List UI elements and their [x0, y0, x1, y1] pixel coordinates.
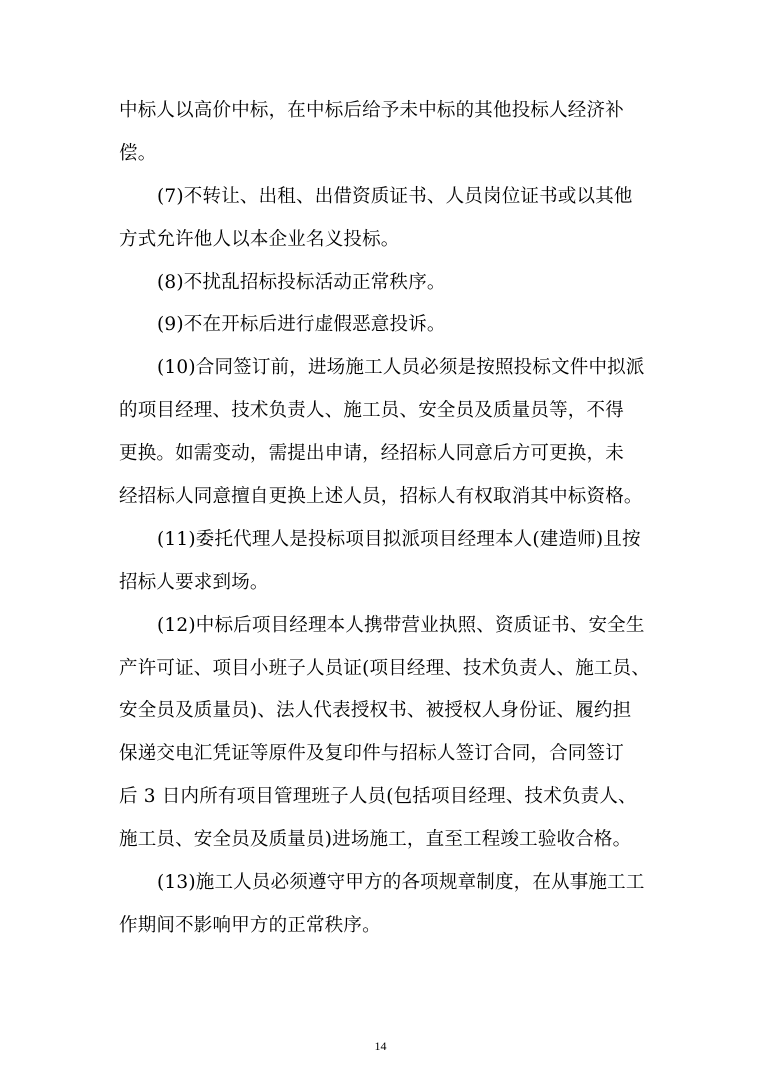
text-line-15: 安全员及质量员)、法人代表授权书、被授权人身份证、履约担: [119, 700, 632, 722]
text-line-4: 方式允许他人以本企业名义投标。: [119, 228, 400, 250]
text-line-18: 施工员、安全员及质量员)进场施工，直至工程竣工验收合格。: [119, 829, 632, 851]
text-line-10: 经招标人同意擅自更换上述人员，招标人有权取消其中标资格。: [119, 486, 643, 508]
body-text: [119, 90, 649, 948]
text-line-17: 后 3 日内所有项目管理班子人员(包括项目经理、技术负责人、: [119, 786, 637, 808]
text-line-2: 偿。: [119, 142, 157, 164]
text-line-13: (12)中标后项目经理本人携带营业执照、资质证书、安全生: [157, 614, 645, 636]
text-line-3: (7)不转让、出租、出借资质证书、人员岗位证书或以其他: [157, 185, 633, 207]
text-line-12: 招标人要求到场。: [119, 571, 269, 593]
text-line-7: (10)合同签订前，进场施工人员必须是按照投标文件中拟派: [157, 357, 645, 379]
text-line-20: 作期间不影响甲方的正常秩序。: [119, 914, 381, 936]
text-line-9: 更换。如需变动，需提出申请，经招标人同意后方可更换，未: [119, 443, 624, 465]
text-line-11: (11)委托代理人是投标项目拟派项目经理本人(建造师)且按: [157, 528, 641, 550]
text-line-5: (8)不扰乱招标投标活动正常秩序。: [157, 271, 446, 293]
text-line-14: 产许可证、项目小班子人员证(项目经理、技术负责人、施工员、: [119, 657, 651, 679]
text-line-6: (9)不在开标后进行虚假恶意投诉。: [157, 314, 446, 336]
page-number: 14: [374, 1039, 387, 1053]
text-line-1: 中标人以高价中标，在中标后给予未中标的其他投标人经济补: [119, 100, 624, 121]
text-line-16: 保递交电汇凭证等原件及复印件与招标人签订合同，合同签订: [119, 743, 624, 765]
text-line-19: (13)施工人员必须遵守甲方的各项规章制度，在从事施工工: [157, 872, 645, 894]
text-line-8: 的项目经理、技术负责人、施工员、安全员及质量员等，不得: [119, 400, 624, 422]
